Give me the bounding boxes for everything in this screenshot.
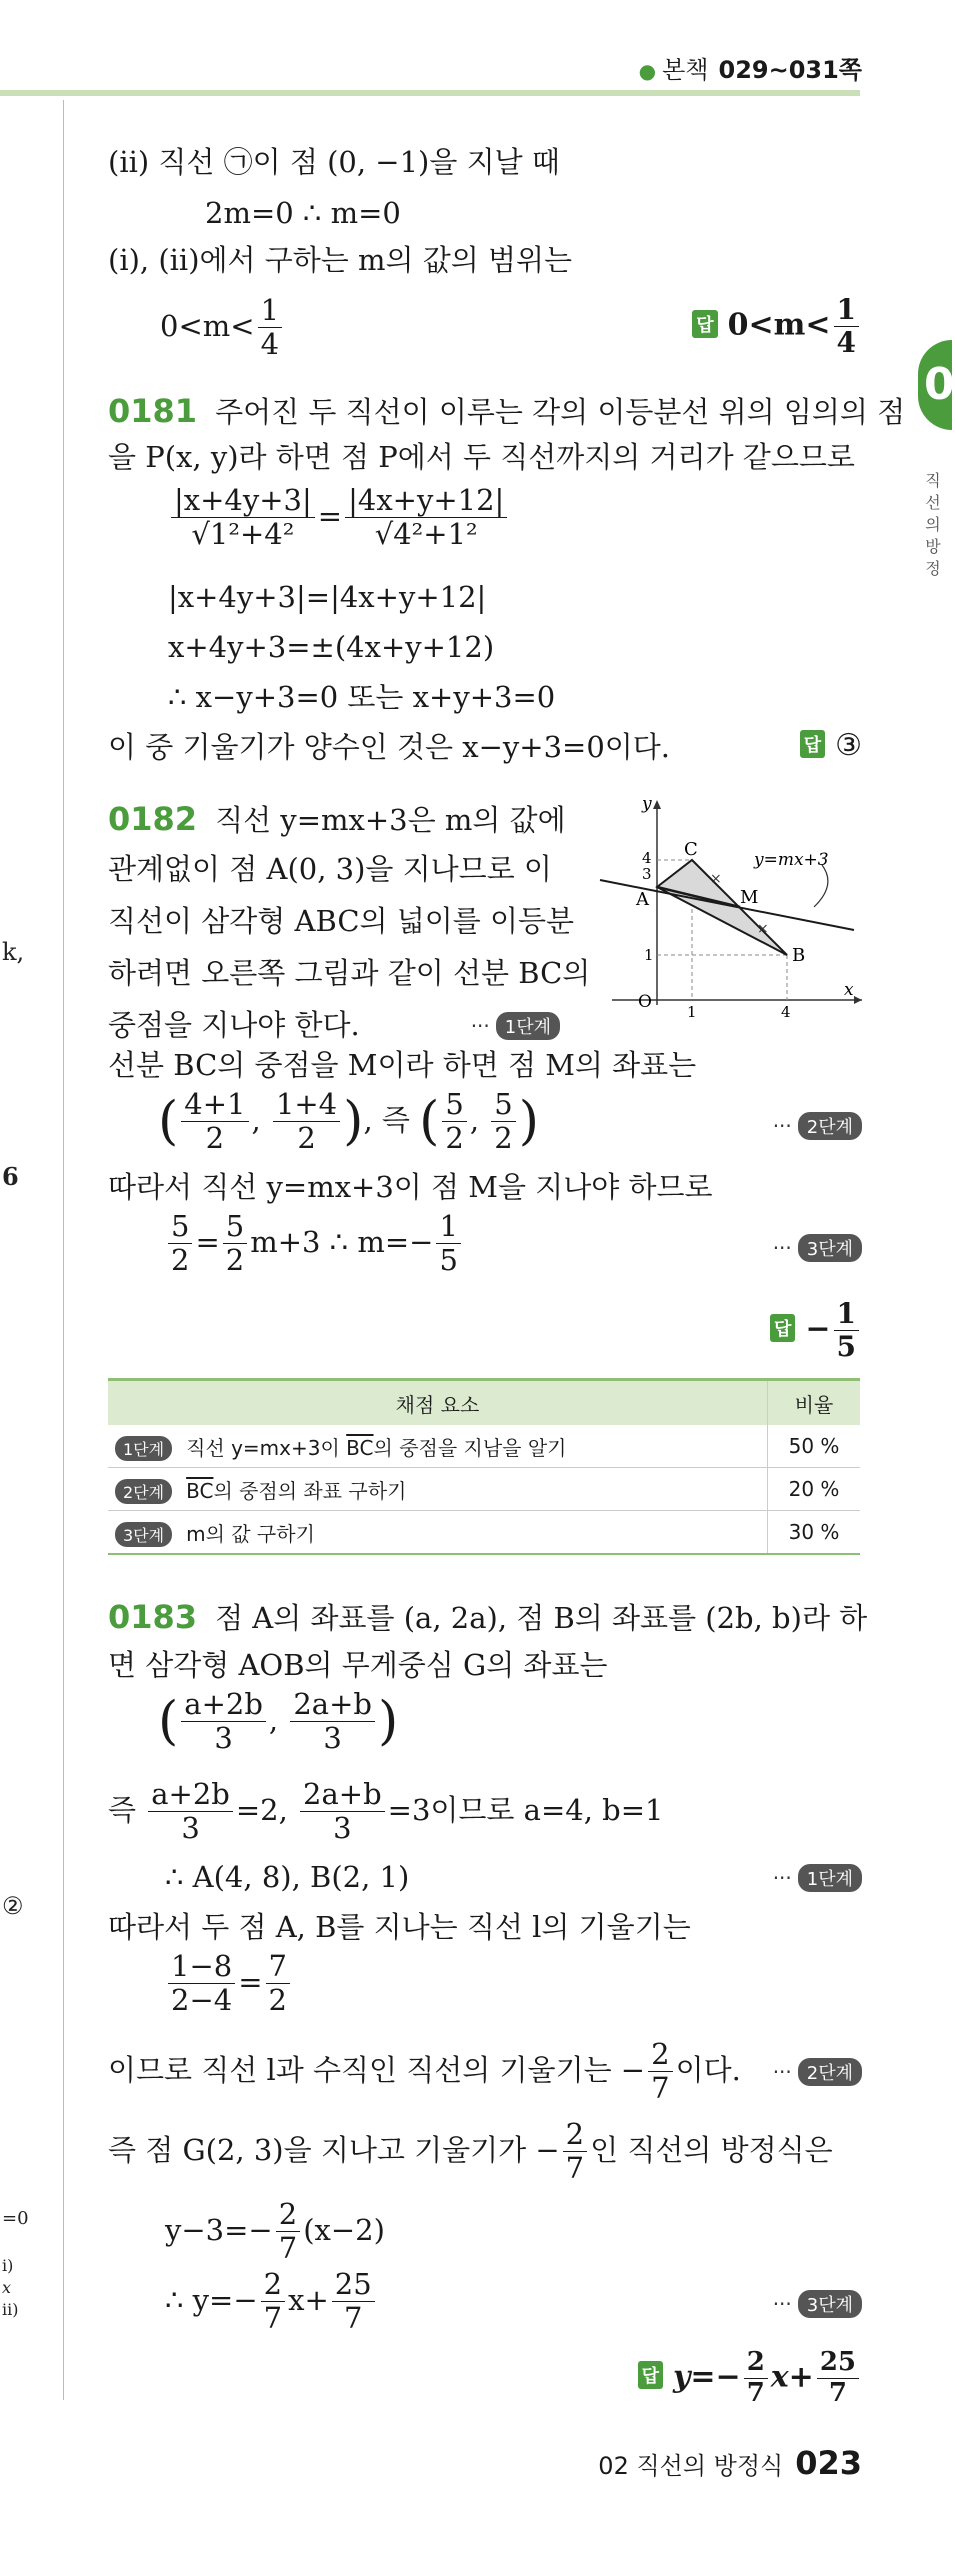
table-row: 1단계 직선 y=mx+3이 $\overline{BC}$의 중점을 지남을 알기 50 % — [108, 1425, 860, 1468]
problem-number: 0181 — [108, 392, 198, 430]
solution-line: 따라서 직선 y=mx+3이 점 M을 지나야 하므로 — [108, 1170, 713, 1204]
line-equation-intro: 즉 점 G(2, 3)을 지나고 기울기가 − $\frac{2}{7}$ 인 직선의 방정식은 — [108, 2117, 833, 2186]
chapter-title: 02 직선의 방정식 — [598, 2452, 784, 2480]
point-slope-equation: y−3=− $\frac{2}{7}$ (x−2) — [165, 2197, 385, 2266]
tick-x: 1 — [687, 1003, 697, 1021]
solution-line: 직선이 삼각형 ABC의 넓이를 이등분 — [108, 904, 575, 938]
origin-label: O — [638, 992, 652, 1012]
x-axis-label: x — [844, 980, 854, 1000]
solution-line: ∴ x−y+3=0 또는 x+y+3=0 — [168, 680, 556, 714]
line-label: y=mx+3 — [754, 850, 829, 870]
solution-line: (ii) 직선 ㉠이 점 (0, −1)을 지날 때 — [108, 145, 560, 179]
slope-expression: $\frac{1-8}{2-4}$ = $\frac{7}{2}$ — [165, 1950, 293, 2018]
problem-number: 0183 — [108, 1598, 198, 1636]
tick-y: 1 — [644, 946, 654, 964]
range-expression: 0<m< $\frac{1}{4}$ — [160, 294, 285, 362]
header-item: 채점 요소 — [108, 1380, 768, 1426]
y-axis-arrow — [653, 800, 661, 809]
page-header — [639, 50, 862, 85]
answer-badge: 답 — [800, 730, 825, 758]
answer-badge: 답 — [638, 2361, 663, 2389]
solution-line: 따라서 두 점 A, B를 지나는 직선 l의 기울기는 — [108, 1910, 691, 1944]
solution-line: ∴ A(4, 8), B(2, 1) — [165, 1860, 410, 1894]
final-equation: ∴ y=− $\frac{2}{7}$ x+ $\frac{25}{7}$ — [165, 2268, 378, 2336]
problem-number: 0182 — [108, 800, 198, 838]
chapter-tab: 0 — [918, 340, 952, 430]
x-axis-arrow — [854, 996, 862, 1004]
margin-fragment: ii) — [2, 2300, 19, 2319]
triangle-graph — [592, 794, 867, 1021]
margin-fragment: =0 — [2, 2208, 29, 2229]
midpoint-expression: ( $\frac{4+1}{2}$ , $\frac{1+4}{2}$ ), 즉 ( $\frac{5}{2}$ , $\frac{5}{2}$ ) — [158, 1087, 540, 1156]
triangle-abc — [657, 860, 787, 955]
solve-equation: $\frac{5}{2}$ = $\frac{5}{2}$ m+3 ∴ m=− $\frac{1}{5}$ — [165, 1210, 464, 1278]
solution-line: |x+4y+3|=|4x+y+12| — [168, 580, 487, 614]
step-marker: ··· 3단계 — [773, 2290, 862, 2318]
solution-line: 선분 BC의 중점을 M이라 하면 점 M의 좌표는 — [108, 1048, 697, 1082]
answer-badge: 답 — [692, 310, 717, 338]
book-label: 본책 — [662, 56, 709, 84]
answer-0183: 답 y=− $\frac{2}{7}$ x+ $\frac{25}{7}$ — [638, 2348, 862, 2409]
page-range: 029~031쪽 — [718, 56, 862, 84]
callout-arrow — [814, 865, 828, 907]
header-ratio: 비율 — [768, 1380, 861, 1426]
margin-fragment: x — [2, 2278, 12, 2297]
page-number: 023 — [795, 2444, 862, 2482]
tick-mark: × — [710, 871, 722, 887]
margin-fragment: ② — [2, 1892, 24, 1920]
problem-0182-line: 0182 직선 y=mx+3은 m의 값에 — [108, 800, 566, 838]
problem-0181-line: 0181 주어진 두 직선이 이루는 각의 이등분선 위의 임의의 점 — [108, 392, 906, 430]
solution-line: 을 P(x, y)라 하면 점 P에서 두 직선까지의 거리가 같으므로 — [108, 440, 855, 474]
solution-line: 2m=0 ∴ m=0 — [205, 196, 401, 230]
tick-x: 4 — [781, 1003, 791, 1021]
chapter-tab-text: 직선의방정 — [925, 471, 941, 578]
table-header — [108, 1380, 860, 1426]
table-row: 2단계 $\overline{BC}$의 중점의 좌표 구하기 20 % — [108, 1468, 860, 1511]
step-marker: ··· 3단계 — [773, 1234, 862, 1262]
distance-equation: $\frac{|x+4y+3|}{\text{√1²+4²}}$ = $\frac{|4x+y+12|}{\text{√4²+1²}}$ — [168, 484, 510, 552]
y-axis-label: y — [642, 794, 652, 814]
point-m-label: M — [740, 887, 759, 908]
answer-0180: 답 0<m< $\frac{1}{4}$ — [692, 294, 862, 359]
bullet-icon: ● — [638, 59, 657, 83]
solution-line: (i), (ii)에서 구하는 m의 값의 범위는 — [108, 243, 573, 277]
answer-badge: 답 — [770, 1314, 795, 1342]
tick-y: 4 — [642, 849, 652, 867]
solution-line: 중점을 지나야 한다. — [108, 1008, 360, 1042]
step-marker: ··· 1단계 — [773, 1864, 862, 1892]
point-b-label: B — [792, 945, 806, 966]
header-rule — [0, 90, 860, 96]
centroid-expression: ( $\frac{a+2b}{3}$ , $\frac{2a+b}{3}$ ) — [158, 1687, 399, 1756]
step-marker: ··· 1단계 — [471, 1012, 560, 1040]
solution-line: 면 삼각형 AOB의 무게중심 G의 좌표는 — [108, 1648, 608, 1682]
margin-fragment: 6 — [2, 1162, 19, 1191]
solution-line: x+4y+3=±(4x+y+12) — [168, 630, 495, 664]
centroid-equation: 즉 $\frac{a+2b}{3}$ =2, $\frac{2a+b}{3}$ =3이므로 a=4, b=1 — [108, 1777, 664, 1846]
tick-mark: × — [757, 921, 769, 937]
margin-fragment: i) — [2, 2256, 14, 2275]
step-marker: ··· 2단계 — [773, 1112, 862, 1140]
page-footer — [598, 2444, 862, 2482]
solution-line: 하려면 오른쪽 그림과 같이 선분 BC의 — [108, 956, 591, 990]
margin-fragment: k, — [2, 938, 25, 966]
point-c-label: C — [684, 839, 698, 860]
table-row: 3단계 m의 값 구하기 30 % — [108, 1511, 860, 1555]
tick-y: 3 — [642, 865, 652, 883]
left-margin-rule — [63, 100, 64, 2400]
solution-line: 관계없이 점 A(0, 3)을 지나므로 이 — [108, 852, 552, 886]
problem-0183-line: 0183 점 A의 좌표를 (a, 2a), 점 B의 좌표를 (2b, b)라 하 — [108, 1598, 868, 1636]
answer-0182: 답 − $\frac{1}{5}$ — [770, 1298, 862, 1363]
perpendicular-slope-line: 이므로 직선 l과 수직인 직선의 기울기는 − $\frac{2}{7}$ 이다. — [108, 2037, 741, 2106]
point-a-label: A — [636, 889, 649, 910]
step-marker: ··· 2단계 — [773, 2058, 862, 2086]
answer-0181: 답 ③ — [800, 728, 862, 763]
grading-table — [108, 1378, 860, 1555]
solution-line: 이 중 기울기가 양수인 것은 x−y+3=0이다. — [108, 730, 671, 764]
